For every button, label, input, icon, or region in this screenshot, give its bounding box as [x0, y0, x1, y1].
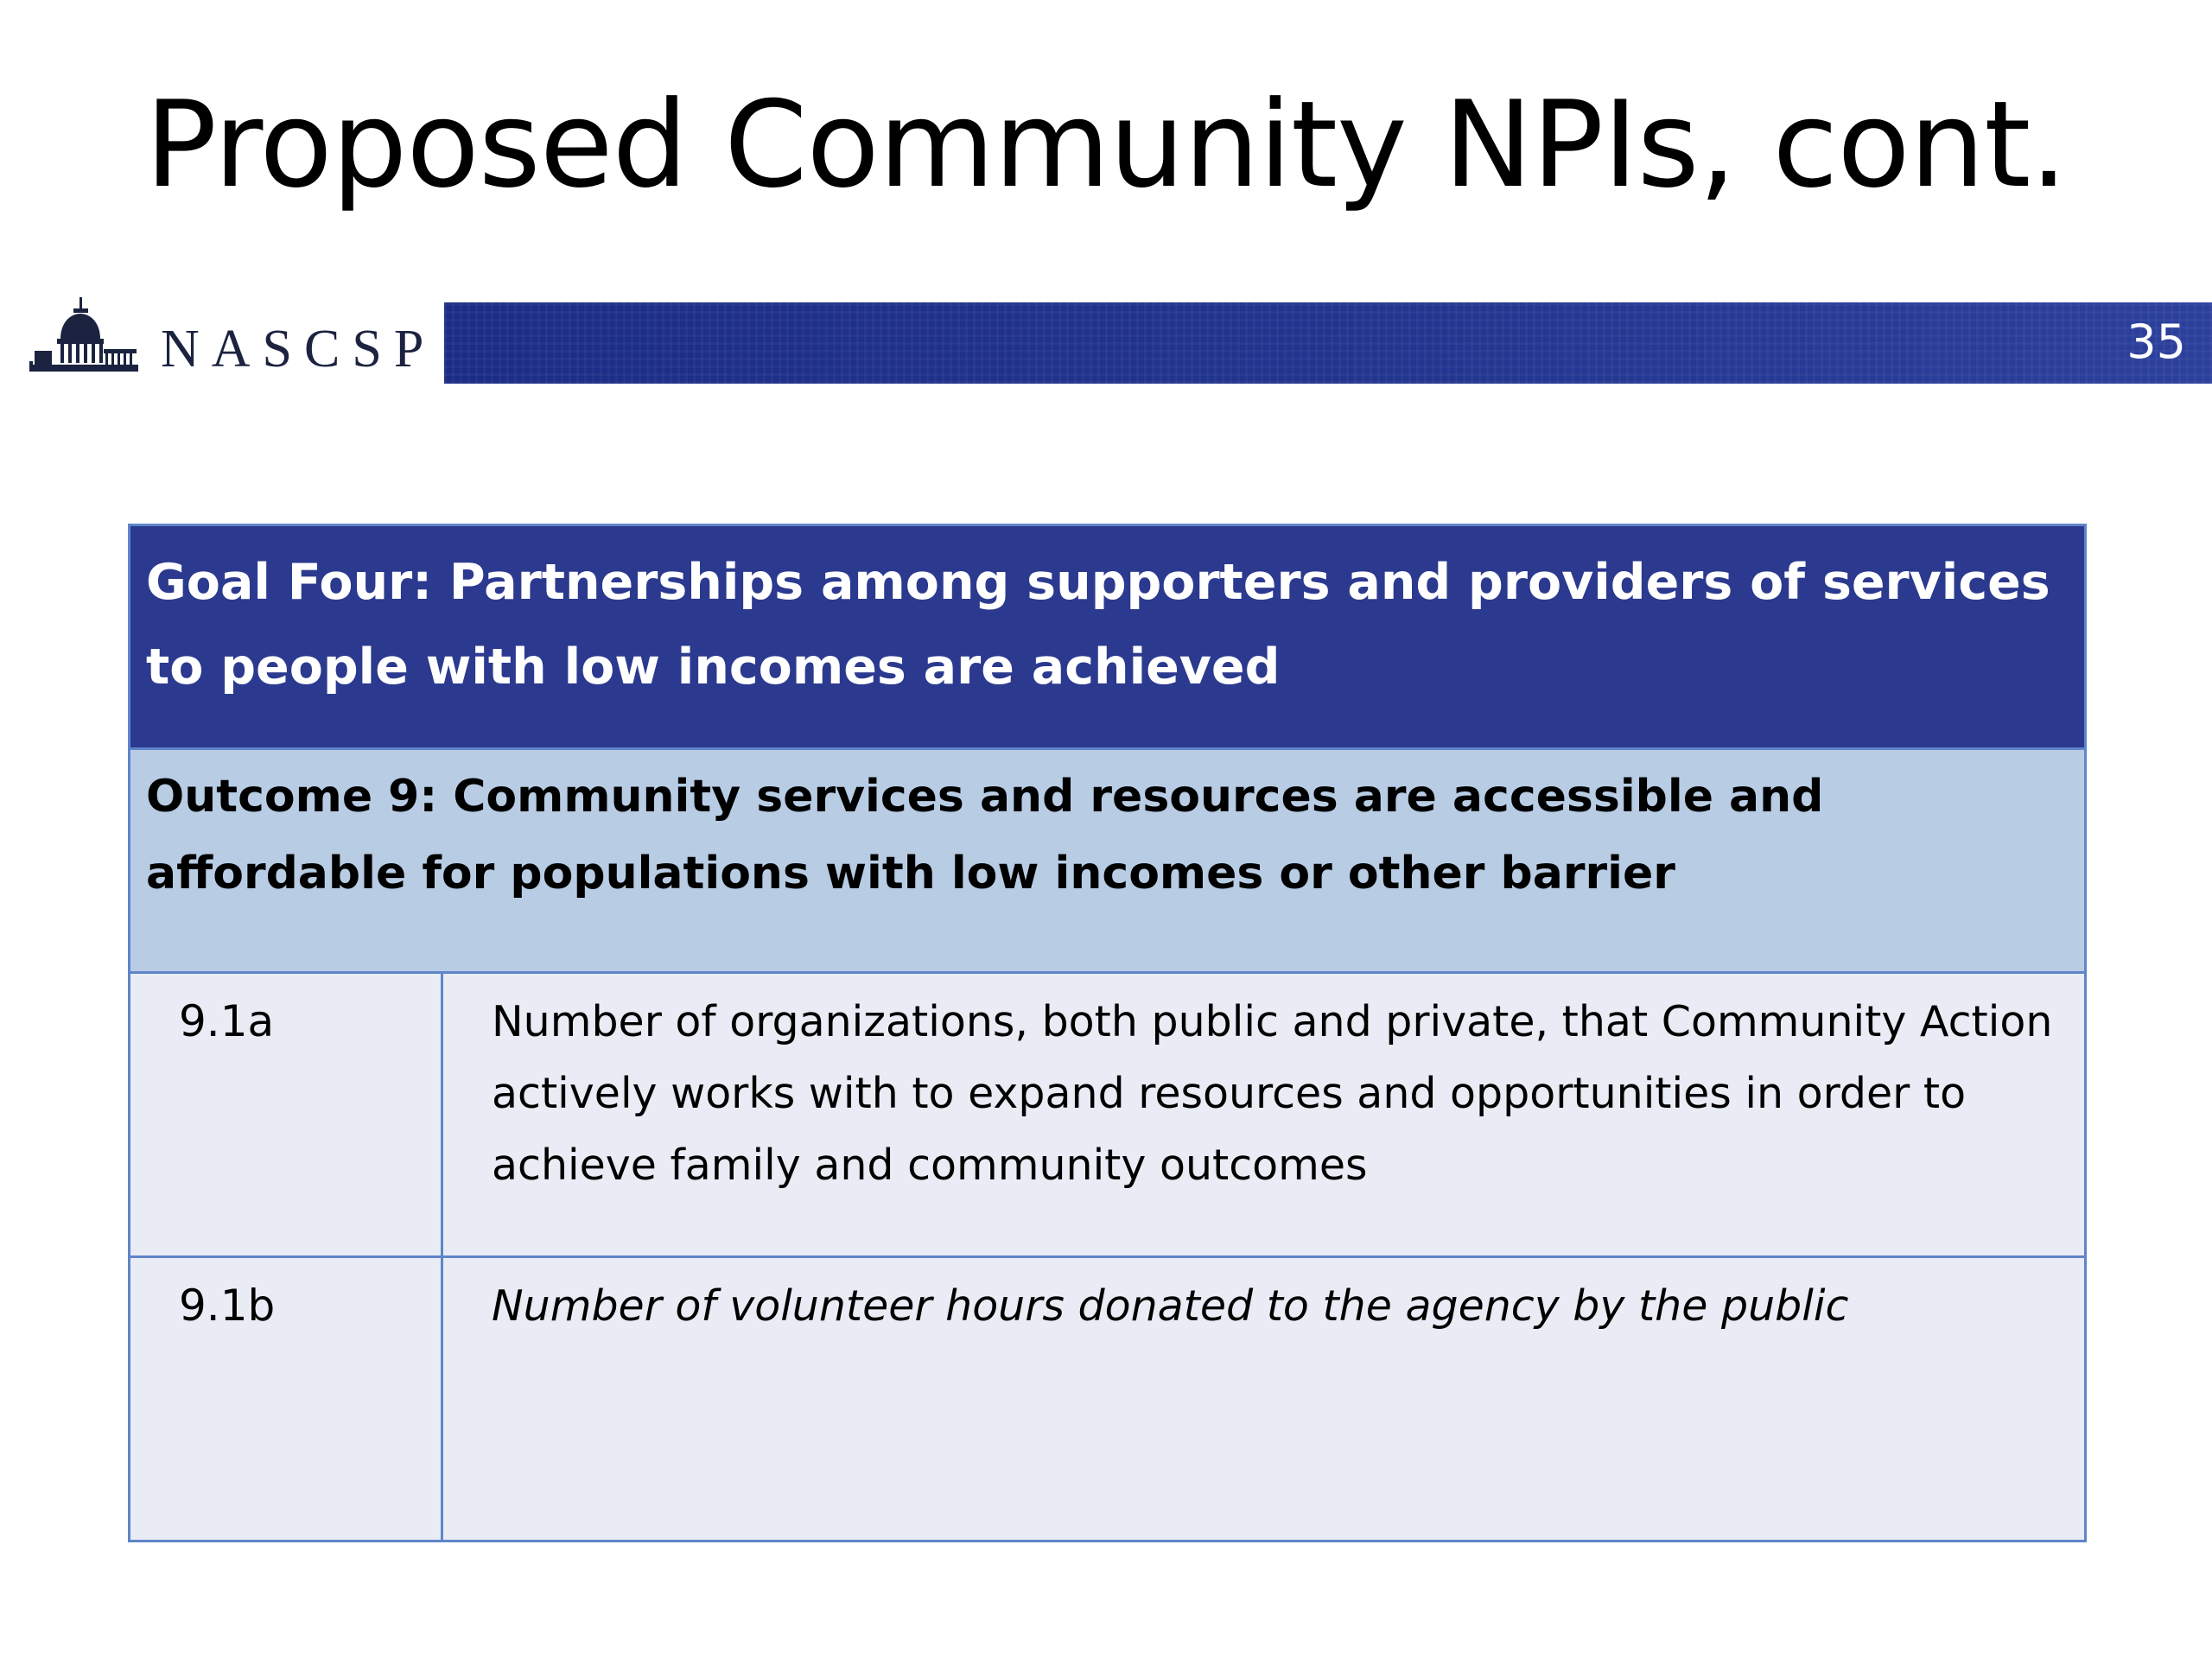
header-band	[444, 302, 2212, 384]
goal-cell	[130, 525, 2086, 749]
slide-title: Proposed Community NPIs, cont.	[144, 75, 2068, 214]
table-row	[130, 973, 2086, 1257]
outcome-cell	[130, 749, 2086, 973]
indicator-id-cell	[130, 1257, 442, 1541]
indicator-description-cell	[442, 1257, 2086, 1541]
indicator-id: 9.1a	[179, 996, 275, 1046]
indicator-id-cell	[130, 973, 442, 1257]
logo-wordmark: NASCSP	[161, 320, 436, 378]
indicator-description: Number of organizations, both public and private, that Community Action actively works with to expand resources and opportunities in order to achieve family and community outcomes	[492, 997, 2053, 1190]
indicator-description: Number of volunteer hours donated to the agency by the public	[492, 1281, 1849, 1331]
goal-heading: Goal Four: Partnerships among supporters and providers of services to people with low incomes are achieved	[146, 554, 2050, 696]
capitol-dome-icon	[29, 294, 138, 380]
outcome-heading: Outcome 9: Community services and resources are accessible and affordable for populations with low incomes or other barrier	[146, 771, 1824, 899]
indicator-id: 9.1b	[179, 1281, 276, 1331]
goal-row	[130, 525, 2086, 749]
indicator-description-cell	[442, 973, 2086, 1257]
outcome-row	[130, 749, 2086, 973]
table-row	[130, 1257, 2086, 1541]
npi-table	[128, 524, 2087, 1542]
slide-number: 35	[2126, 315, 2186, 369]
